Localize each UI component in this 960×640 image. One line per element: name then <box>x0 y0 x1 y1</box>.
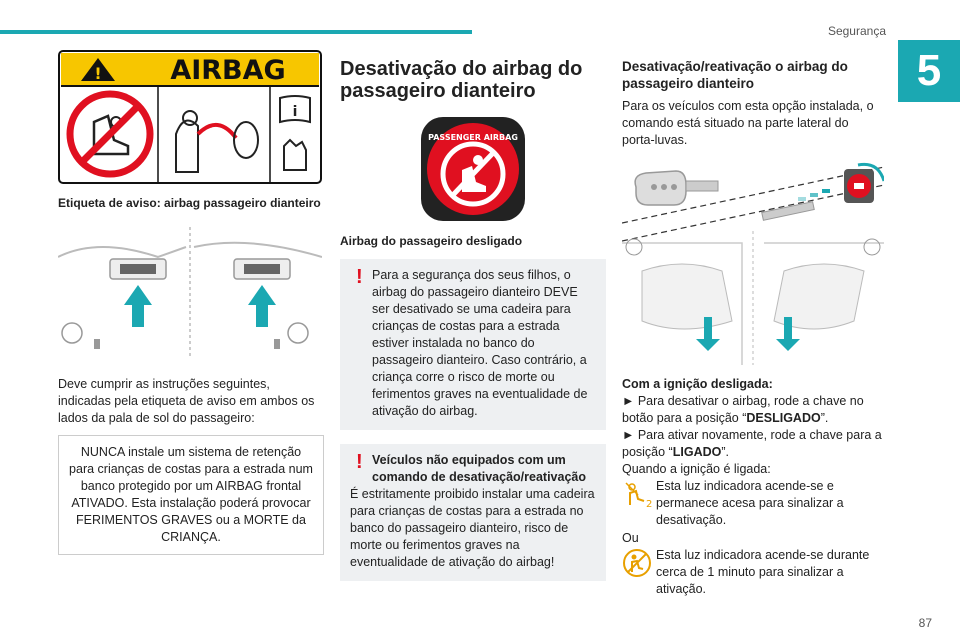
column-right <box>622 50 884 598</box>
section-title: Segurança <box>827 24 886 38</box>
alert-title: Veículos não equipados com um comando de desativação/reativação <box>372 453 586 484</box>
page-number: 87 <box>918 616 932 630</box>
instructions-paragraph: Deve cumprir as instruções seguintes, indicadas pela etiqueta de aviso em ambos os lados da pala de sol do passageiro: <box>58 377 315 425</box>
section-heading-deactivation-reactivation: Desativação/reativação o airbag do passageiro dianteiro <box>622 59 848 91</box>
glovebox-key-switch-illustration <box>622 161 884 365</box>
or-text: Ou <box>622 531 639 545</box>
indicator-deactivated-row <box>622 478 884 529</box>
column-left <box>58 50 324 555</box>
svg-text:i: i <box>292 104 298 120</box>
exclamation-icon: ! <box>356 451 363 473</box>
step-reactivate: ► Para ativar novamente, rode a chave para a posição “LIGADO”. <box>622 428 882 459</box>
ignition-on-text: Quando a ignição é ligada: <box>622 462 771 476</box>
alert-box-child-safety <box>340 259 606 430</box>
svg-text:PASSENGER AIRBAG: PASSENGER AIRBAG <box>428 133 518 142</box>
airbag-off-indicator-icon <box>622 479 652 509</box>
airbag-label-caption: Etiqueta de aviso: airbag passageiro dianteiro <box>58 196 321 210</box>
instructions-block <box>622 376 884 478</box>
indicator-caption: Airbag do passageiro desligado <box>340 234 523 248</box>
exclamation-icon: ! <box>356 266 363 288</box>
passenger-airbag-off-indicator <box>420 116 526 222</box>
alert-text: É estritamente proibido instalar uma cadeira para crianças de costas para a estrada no banco do passageiro dianteiro, risco de morte ou ferimentos graves na eventualidade de ativação do airbag! <box>350 487 595 569</box>
svg-text:2: 2 <box>646 499 652 509</box>
warning-box: NUNCA instale um sistema de retenção para crianças de costas para a estrada num banco protegido por um AIRBAG frontal ATIVADO. Esta instalação poderá provocar FERIMENTOS GRAVES ou a MORTE da CRIANÇA. <box>58 435 324 555</box>
airbag-warning-label <box>58 50 322 184</box>
sun-visor-illustration <box>58 227 322 357</box>
intro-paragraph: Para os veículos com esta opção instalada, o comando está situado na parte lateral do porta-luvas. <box>622 99 874 147</box>
indicator-activated-row <box>622 547 884 598</box>
chapter-number: 5 <box>898 40 960 102</box>
airbag-label-text: AIRBAG <box>170 55 286 86</box>
airbag-on-indicator-icon <box>622 548 652 578</box>
step-deactivate: ► Para desativar o airbag, rode a chave no botão para a posição “DESLIGADO”. <box>622 394 864 425</box>
airbag-switch-icon <box>844 164 884 203</box>
indicator-activated-text: Esta luz indicadora acende-se durante cerca de 1 minuto para sinalizar a ativação. <box>656 548 870 596</box>
alert-box-no-control <box>340 444 606 581</box>
column-middle <box>340 50 606 581</box>
header-accent-bar <box>0 30 472 34</box>
section-heading-deactivation: Desativação do airbag do passageiro dianteiro <box>340 58 583 102</box>
car-key-icon <box>635 171 718 205</box>
indicator-deactivated-text: Esta luz indicadora acende-se e permanece acesa para sinalizar a desativação. <box>656 479 844 527</box>
ignition-off-title: Com a ignição desligada: <box>622 377 773 391</box>
svg-text:!: ! <box>94 64 102 83</box>
alert-text: Para a segurança dos seus filhos, o airbag do passageiro dianteiro DEVE ser desativado se uma cadeira para crianças de costas para a estrada estiver instalada no banco do passageiro dianteiro. Caso contrário, a criança corre o risco de morte ou ferimentos graves na eventualidade de ativação do airbag. <box>372 268 588 418</box>
